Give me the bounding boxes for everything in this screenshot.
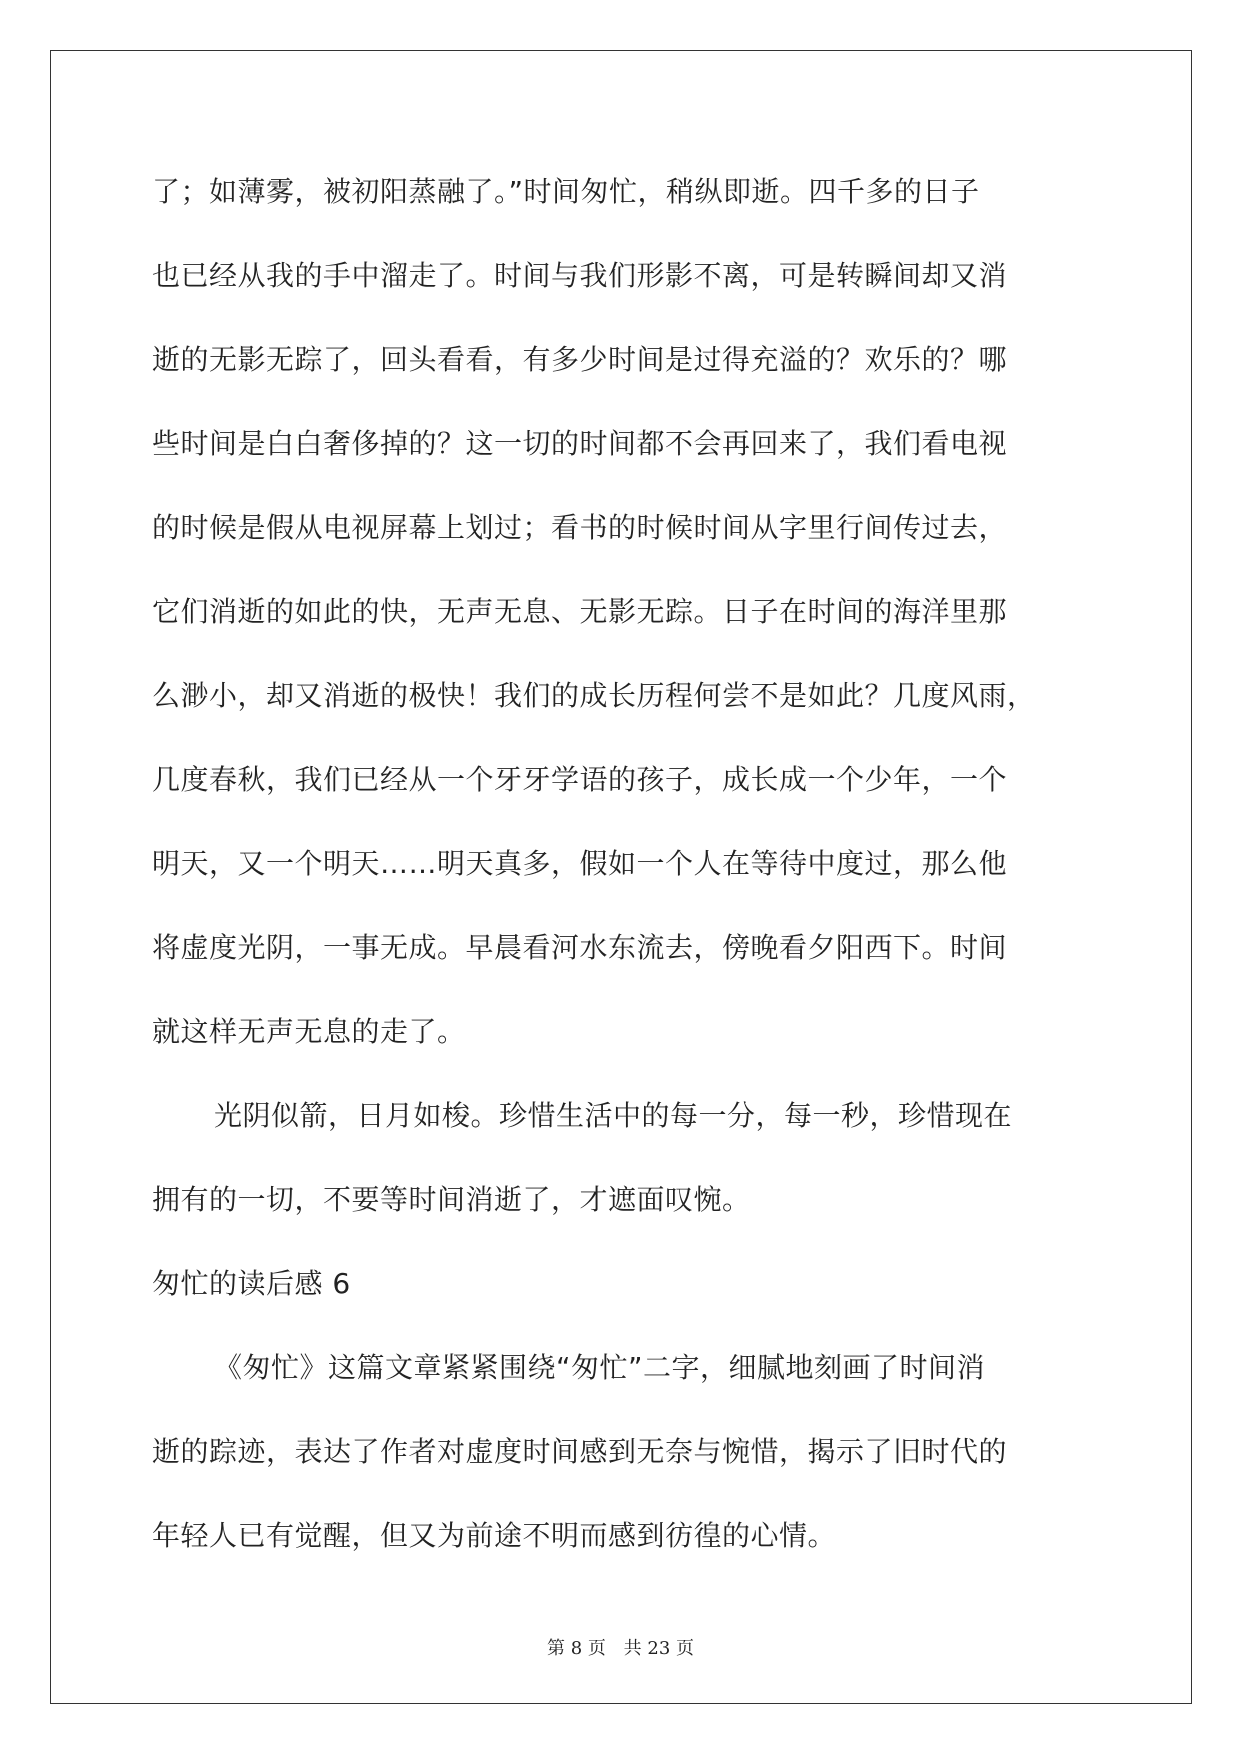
text-line: 它们消逝的如此的快，无声无息、无影无踪。日子在时间的海洋里那 bbox=[152, 595, 1008, 628]
page-footer bbox=[0, 1634, 1241, 1660]
text-line: 么渺小，却又消逝的极快！我们的成长历程何尝不是如此？几度风雨， bbox=[152, 679, 1036, 712]
text-line: 逝的踪迹，表达了作者对虚度时间感到无奈与惋惜，揭示了旧时代的 bbox=[152, 1435, 1008, 1468]
text-line: 年轻人已有觉醒，但又为前途不明而感到彷徨的心情。 bbox=[152, 1519, 837, 1552]
text-line: 几度春秋，我们已经从一个牙牙学语的孩子，成长成一个少年，一个 bbox=[152, 763, 1008, 796]
text-line: 也已经从我的手中溜走了。时间与我们形影不离，可是转瞬间却又消 bbox=[152, 259, 1008, 292]
paragraph-first-line: 《匆忙》这篇文章紧紧围绕“匆忙”二字，细腻地刻画了时间消 bbox=[214, 1351, 986, 1384]
text-line: 将虚度光阴，一事无成。早晨看河水东流去，傍晚看夕阳西下。时间 bbox=[152, 931, 1008, 964]
text-line: 明天，又一个明天……明天真多，假如一个人在等待中度过，那么他 bbox=[152, 847, 1008, 880]
page-total: 共 23 页 bbox=[623, 1638, 694, 1659]
text-line: 逝的无影无踪了，回头看看，有多少时间是过得充溢的？欢乐的？哪 bbox=[152, 343, 1008, 376]
document-body bbox=[152, 150, 1097, 1578]
text-line: 了；如薄雾，被初阳蒸融了。”时间匆忙，稍纵即逝。四千多的日子 bbox=[152, 175, 980, 208]
page-number: 第 8 页 bbox=[547, 1638, 606, 1659]
text-line: 拥有的一切，不要等时间消逝了，才遮面叹惋。 bbox=[152, 1183, 751, 1216]
paragraph-first-line: 光阴似箭，日月如梭。珍惜生活中的每一分，每一秒，珍惜现在 bbox=[214, 1099, 1013, 1132]
text-line: 些时间是白白奢侈掉的？这一切的时间都不会再回来了，我们看电视 bbox=[152, 427, 1008, 460]
text-line: 的时候是假从电视屏幕上划过；看书的时候时间从字里行间传过去， bbox=[152, 511, 1008, 544]
text-line: 就这样无声无息的走了。 bbox=[152, 1015, 466, 1048]
section-heading: 匆忙的读后感 6 bbox=[152, 1267, 351, 1300]
